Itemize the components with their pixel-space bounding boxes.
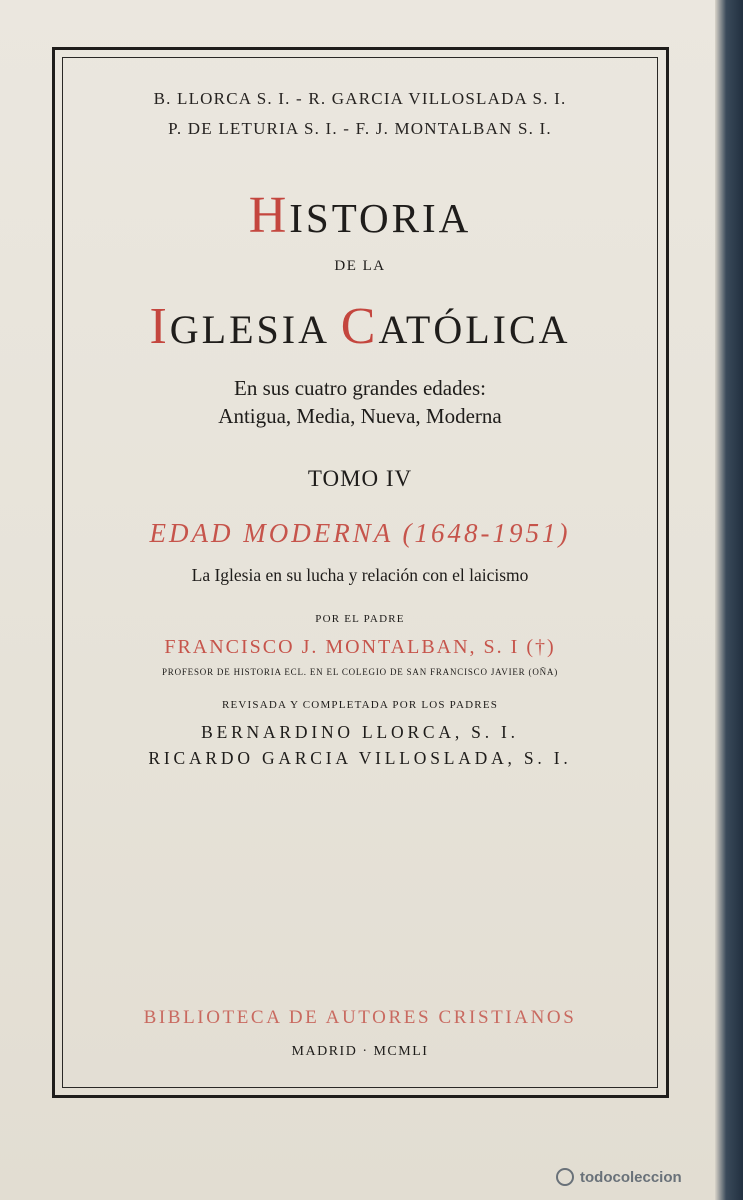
title-initial-c: C [340, 298, 379, 355]
title-catolica-rest: ATÓLICA [378, 307, 571, 352]
title-de-la: DE LA [334, 258, 386, 274]
title-iglesia-catolica [62, 297, 658, 356]
reviser-1: BERNARDINO LLORCA, S. I. [201, 722, 519, 742]
watermark-text: todocoleccion [580, 1168, 682, 1186]
title-iglesia-rest: GLESIA [169, 307, 341, 352]
title-initial-h: H [248, 187, 290, 244]
main-author: FRANCISCO J. MONTALBAN, S. I (†) [164, 636, 556, 658]
title-historia [62, 186, 658, 245]
site-watermark [556, 1164, 736, 1190]
volume-subtitle: La Iglesia en su lucha y relación con el laicismo [191, 565, 529, 585]
main-author-position: PROFESOR DE HISTORIA ECL. EN EL COLEGIO DE SAN FRANCISCO JAVIER (OÑA) [161, 667, 559, 677]
title-initial-i: I [149, 298, 170, 355]
page-edge-shadow [715, 0, 743, 1200]
watermark-logo-icon [556, 1168, 574, 1186]
place-year: MADRID · MCMLI [291, 1044, 429, 1059]
reviser-2: RICARDO GARCIA VILLOSLADA, S. I. [148, 748, 572, 768]
volume-title: EDAD MODERNA (1648-1951) [149, 518, 571, 548]
revised-by-label: REVISADA Y COMPLETADA POR LOS PADRES [221, 699, 499, 711]
authors-line-1: B. LLORCA S. I. - R. GARCIA VILLOSLADA S. I. [153, 89, 567, 108]
subtitle-line-2: Antigua, Media, Nueva, Moderna [218, 404, 502, 428]
publisher: BIBLIOTECA DE AUTORES CRISTIANOS [143, 1007, 577, 1028]
subtitle-line-1: En sus cuatro grandes edades: [234, 376, 486, 400]
volume-number: TOMO IV [307, 466, 413, 491]
by-father-label: POR EL PADRE [315, 613, 405, 625]
authors-line-2: P. DE LETURIA S. I. - F. J. MONTALBAN S. I. [168, 119, 552, 138]
title-historia-rest: ISTORIA [289, 195, 472, 241]
